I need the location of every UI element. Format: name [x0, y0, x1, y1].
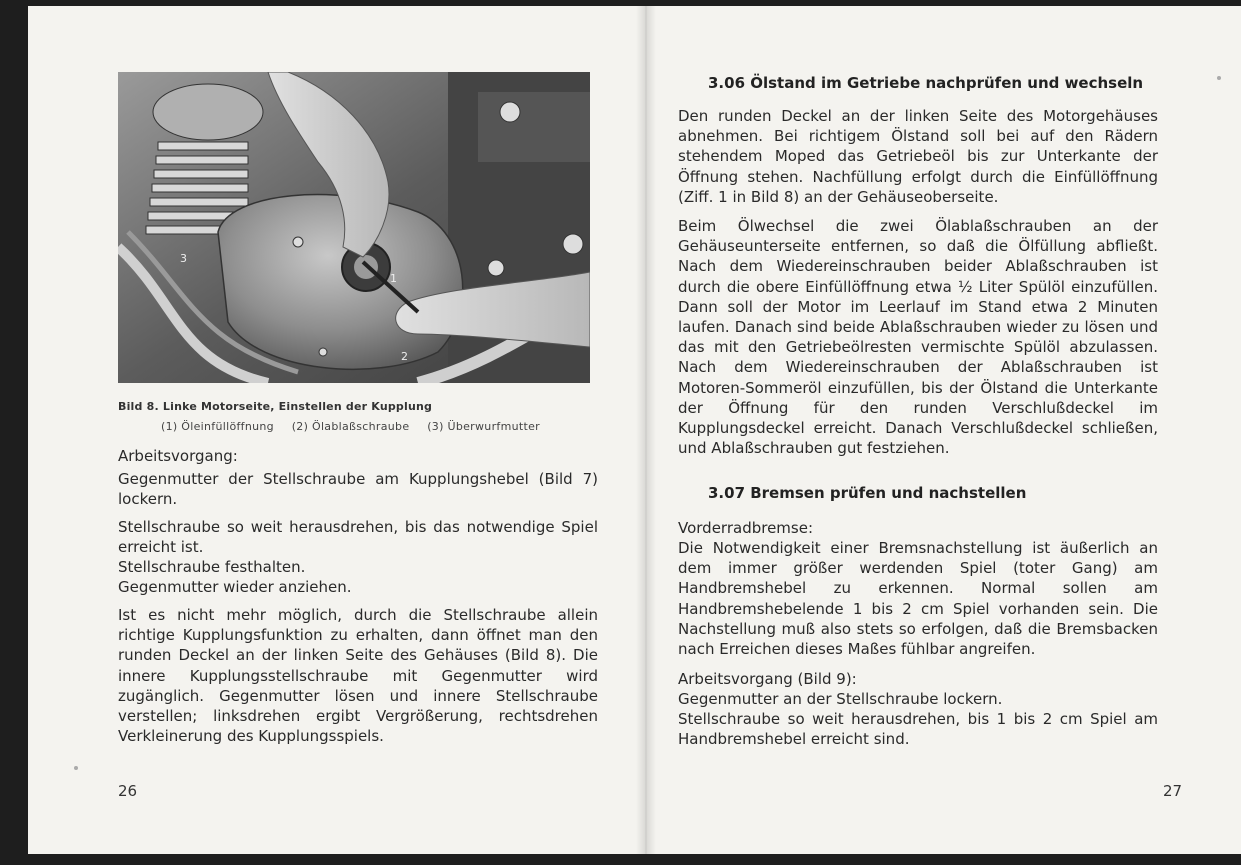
- work-steps-bild9-heading: Arbeitsvorgang (Bild 9):: [678, 670, 857, 688]
- work-step-4: Gegenmutter wieder anziehen.: [118, 578, 352, 596]
- caption-item-2: (2) Ölablaßschraube: [291, 420, 410, 433]
- speck: [1217, 76, 1221, 80]
- left-page: [28, 6, 638, 854]
- work-step-1: Gegenmutter der Stellschraube am Kupplungshebel (Bild 7) lockern.: [118, 470, 598, 509]
- section-3-06-para-1: Den runden Deckel an der linken Seite des Motorgehäuses abnehmen. Bei richtigem Ölstand soll bei auf den Rädern stehendem Moped das Getriebeöl bis zur Unterkante der Öffnung stehen. Nachfüllung erfolgt durch die Einfüllöffnung (Ziff. 1 in Bild 8) an der Gehäuseoberseite.: [678, 107, 1158, 206]
- work-step-3: Stellschraube festhalten.: [118, 558, 306, 576]
- section-heading-3-07: 3.07 Bremsen prüfen und nachstellen: [708, 484, 1027, 502]
- front-brake-heading: Vorderradbremse:: [678, 519, 814, 537]
- clutch-paragraph: Ist es nicht mehr möglich, durch die Stellschraube allein richtige Kupplungsfunktion zu erhalten, dann öffnet man den runden Deckel an der linken Seite des Gehäuses (Bild 8). Die innere Kupplungsstellschraube mit Gegenmutter wird zugänglich. Gegenmutter lösen und innere Stellschraube verstellen; linksdrehen ergibt Vergrößerung, rechtsdrehen Verkleinerung des Kupplungsspiels.: [118, 606, 598, 746]
- section-3-07-para-1: Die Notwendigkeit einer Bremsnachstellung ist äußerlich an dem immer größer werdenden Spiel (toter Gang) am Handbremshebel zu erkennen. Normal sollen am Handbremshebelende 1 bis 2 cm Spiel vorhanden sein. Die Nachstellung muß also stets so erfolgen, daß die Bremsbacken nach Erreichen dieses Maßes fühlbar angreifen.: [678, 539, 1158, 659]
- brake-step-1: Gegenmutter an der Stellschraube lockern.: [678, 690, 1003, 708]
- photo-label-2: 2: [401, 350, 408, 363]
- page-number-right: 27: [1163, 782, 1183, 800]
- section-3-06-para-2: Beim Ölwechsel die zwei Ölablaßschrauben an der Gehäuseunterseite entfernen, so daß die Ölfüllung abfließt. Nach dem Wiedereinschrauben beider Ablaßschrauben ist durch die obere Einfüllöffnung etwa ½ Liter Spülöl einzufüllen. Dann soll der Motor im Leerlauf im Stand etwa 2 Minuten laufen. Danach sind beide Ablaßschrauben wieder zu lösen und das mit den Getriebeölresten vermischte Spülöl abzulassen. Nach dem Wiedereinschrauben der Ablaßschrauben ist Motoren-Sommeröl einzufüllen, bis der Ölstand die Unterkante der Öffnung für den runden Verschlußdeckel im Kupplungsdeckel erreicht. Danach Verschlußdeckel schließen, und Ablaßschrauben gut festziehen.: [678, 217, 1158, 458]
- engine-photo: [118, 72, 590, 383]
- book-spread: [28, 6, 1241, 854]
- work-steps-heading: Arbeitsvorgang:: [118, 447, 238, 465]
- caption-item-1: (1) Öleinfüllöffnung: [161, 420, 274, 433]
- photo-label-1: 1: [390, 272, 397, 285]
- engine-photo-illustration: [118, 72, 590, 383]
- section-heading-3-06: 3.06 Ölstand im Getriebe nachprüfen und wechseln: [708, 74, 1144, 92]
- figure-caption-title: Bild 8. Linke Motorseite, Einstellen der Kupplung: [118, 400, 433, 413]
- photo-label-3: 3: [180, 252, 187, 265]
- page-number-left: 26: [118, 782, 138, 800]
- brake-step-2: Stellschraube so weit herausdrehen, bis 1 bis 2 cm Spiel am Handbremshebel erreicht sind.: [678, 710, 1158, 749]
- right-page: [653, 6, 1241, 854]
- work-step-2: Stellschraube so weit herausdrehen, bis das notwendige Spiel erreicht ist.: [118, 518, 598, 557]
- caption-item-3: (3) Überwurfmutter: [427, 420, 540, 433]
- figure-caption-items: [161, 420, 554, 433]
- speck: [74, 766, 78, 770]
